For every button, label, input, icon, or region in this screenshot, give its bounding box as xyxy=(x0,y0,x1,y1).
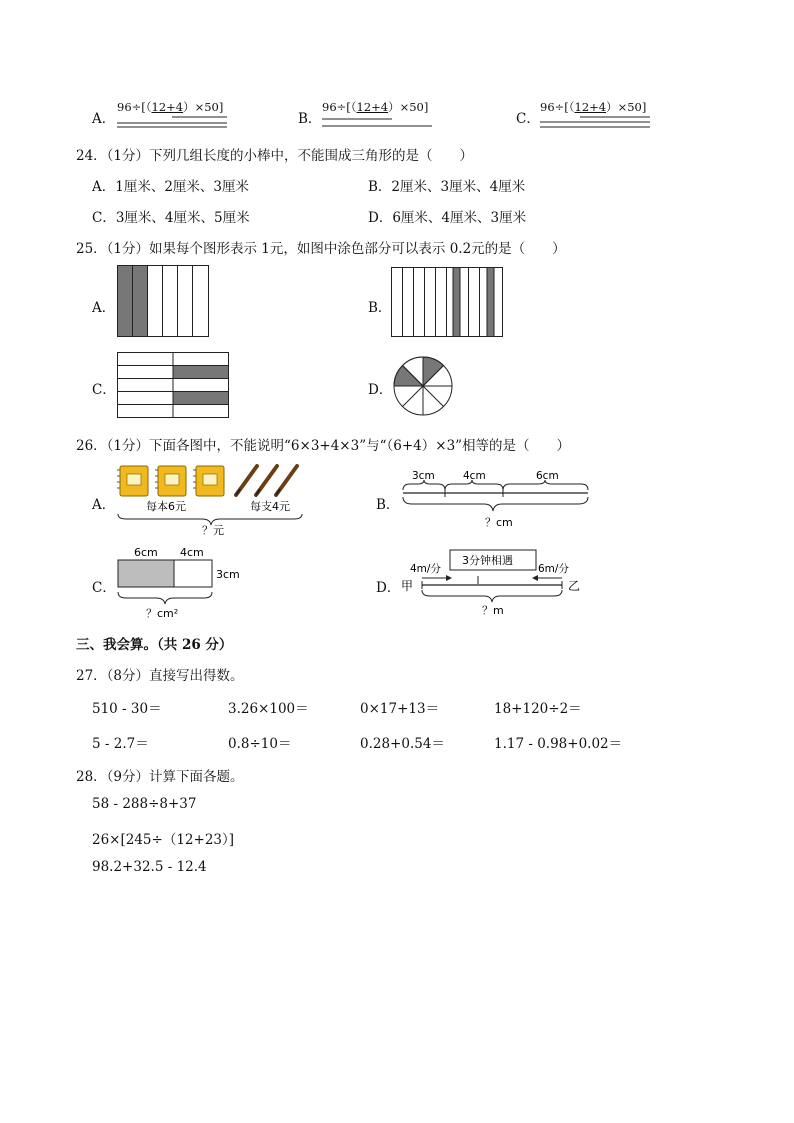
height-label: 3cm xyxy=(216,568,240,581)
underline-marks xyxy=(117,116,237,130)
expression: 96÷[（12+4）×50] xyxy=(540,100,647,114)
q25-figure-b xyxy=(391,267,503,337)
left-speed-label: 4m/分 xyxy=(410,563,441,575)
underline-marks xyxy=(322,116,442,130)
q28-item: 98.2+32.5 - 12.4 xyxy=(92,859,207,875)
expression: 96÷[（12+4）×50] xyxy=(322,100,429,114)
q26-figure-c xyxy=(116,544,256,620)
q28-item: 26×[245÷（12+23）] xyxy=(92,832,235,848)
q27-item: 0×17+13＝ xyxy=(360,701,440,717)
left-name: 甲 xyxy=(401,579,414,593)
q26-stem: 26．（1分）下面各图中，不能说明“6×3+4×3”与“（6+4）×3”相等的是（ ） xyxy=(76,438,571,454)
q24-option-b: B．2厘米、3厘米、4厘米 xyxy=(368,179,526,195)
q27-item: 0.28+0.54＝ xyxy=(360,736,445,752)
right-label: 每支4元 xyxy=(250,500,290,513)
width-2-label: 4cm xyxy=(180,546,204,559)
q27-item: 510 - 30＝ xyxy=(92,701,162,717)
underline-marks xyxy=(540,116,660,130)
q27-item: 5 - 2.7＝ xyxy=(92,736,149,752)
segment-1-label: 3cm xyxy=(412,470,435,482)
q27-stem: 27．（8分）直接写出得数。 xyxy=(76,668,244,684)
q27-item: 0.8÷10＝ xyxy=(228,736,292,752)
q24-option-c: C．3厘米、4厘米、5厘米 xyxy=(92,210,250,226)
pen-icon xyxy=(256,466,277,495)
q27-item: 1.17 - 0.98+0.02＝ xyxy=(494,736,623,752)
q24-option-a: A．1厘米、2厘米、3厘米 xyxy=(92,179,250,195)
q28-item: 58 - 288÷8+37 xyxy=(92,796,197,812)
section-3-title: 三、我会算。（共 26 分） xyxy=(76,637,233,653)
right-name: 乙 xyxy=(568,579,581,593)
segment-2-label: 4cm xyxy=(463,470,486,482)
option-letter: C． xyxy=(516,111,540,127)
notebook-icon xyxy=(193,466,224,496)
total-label: ？元 xyxy=(202,524,224,537)
q25-letter-c: C． xyxy=(92,382,116,398)
q25-figure-a xyxy=(117,265,209,337)
width-1-label: 6cm xyxy=(134,546,158,559)
q26-figure-d xyxy=(398,548,598,618)
pen-icon xyxy=(276,466,297,495)
q25-letter-a: A． xyxy=(92,300,116,316)
q25-stem: 25．（1分）如果每个图形表示 1元，如图中涂色部分可以表示 0.2元的是（ ） xyxy=(76,241,566,257)
meet-box-label: 3分钟相遇 xyxy=(462,554,513,567)
expression: 96÷[（12+4）×50] xyxy=(117,100,224,114)
q24-stem: 24．（1分）下列几组长度的小棒中，不能围成三角形的是（ ） xyxy=(76,148,474,164)
option-letter: A． xyxy=(92,111,116,127)
q27-item: 3.26×100＝ xyxy=(228,701,309,717)
pen-icon xyxy=(236,466,257,495)
notebook-icon xyxy=(117,466,148,496)
q26-letter-c: C． xyxy=(92,580,116,596)
left-label: 每本6元 xyxy=(146,500,186,513)
arrow-right-icon xyxy=(446,575,452,581)
q25-figure-d xyxy=(393,356,453,416)
q26-figure-b xyxy=(400,466,592,530)
total-label: ？cm xyxy=(485,516,513,529)
right-speed-label: 6m/分 xyxy=(538,563,569,575)
q26-figure-a xyxy=(116,462,308,536)
arrow-left-icon xyxy=(532,575,538,581)
q24-option-d: D．6厘米、4厘米、3厘米 xyxy=(368,210,527,226)
total-label: ？cm² xyxy=(146,607,179,620)
q25-figure-c xyxy=(117,352,229,418)
q25-letter-d: D． xyxy=(368,382,393,398)
q26-letter-d: D． xyxy=(376,580,401,596)
q28-stem: 28．（9分）计算下面各题。 xyxy=(76,769,244,785)
notebook-icon xyxy=(155,466,186,496)
total-label: ？m xyxy=(482,604,504,617)
option-letter: B． xyxy=(298,111,322,127)
q27-item: 18+120÷2＝ xyxy=(494,701,582,717)
q26-letter-b: B． xyxy=(376,497,400,513)
q26-letter-a: A． xyxy=(92,497,116,513)
segment-3-label: 6cm xyxy=(536,470,559,482)
q25-letter-b: B． xyxy=(368,300,392,316)
